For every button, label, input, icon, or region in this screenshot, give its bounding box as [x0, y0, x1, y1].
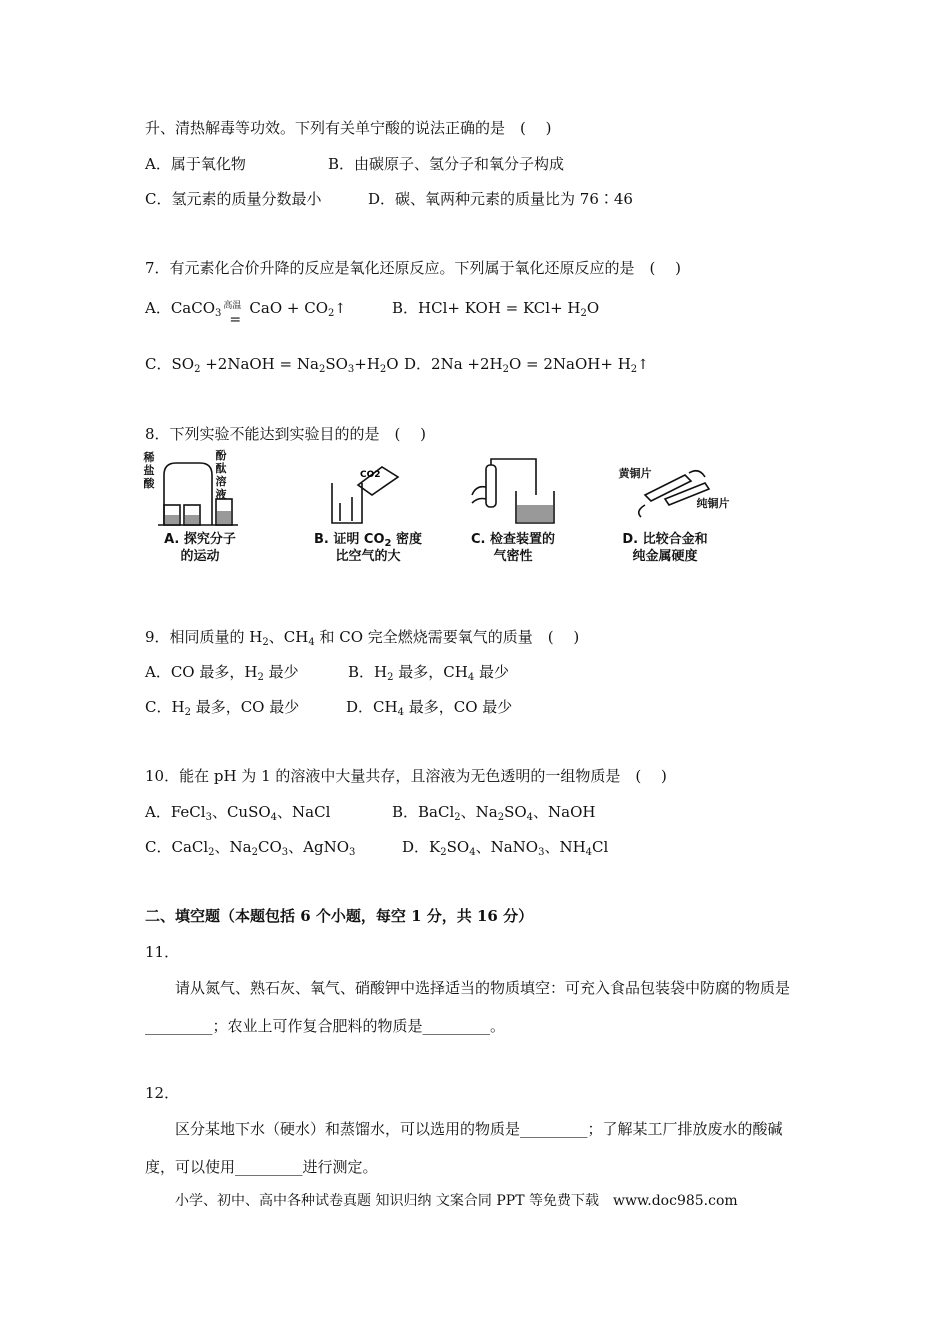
q10-option-c: C．CaCl$_2$、$Na_2CO_3$、AgNO$_3$ [145, 838, 356, 858]
q7-b-tail: O [586, 299, 600, 317]
fig-b-co2-text: CO2 [360, 470, 381, 480]
figure-b [308, 455, 428, 564]
q10-b3: 、NaOH [533, 803, 596, 821]
q10-a0: A．FeCl [145, 803, 206, 821]
figure-a [140, 449, 250, 564]
q7-option-c: C．$SO_2$ +2NaOH = $Na_2SO_3+H_2O$ [145, 355, 399, 375]
q7-a-rest: CaO + CO [249, 299, 329, 317]
q8-figures [140, 449, 740, 570]
q10-b1: 、Na [460, 803, 498, 821]
fig-d-label-brass: 黄铜片 [618, 467, 652, 480]
q10-b2: SO [504, 803, 527, 821]
q10-d0: D．K [402, 838, 441, 856]
q8-stem: 8．下列实验不能达到实验目的的是 ( ) [145, 425, 427, 443]
q9-b3: 最少 [474, 663, 509, 681]
q10-c0: C．CaCl [145, 838, 209, 856]
q7-c-text: C．SO [145, 355, 195, 373]
fig-b-caption-2: 比空气的大 [335, 549, 401, 564]
fig-b-cap1a: B. 证明 CO [314, 532, 385, 547]
q10-d3: 、NH [544, 838, 586, 856]
q9-stem-a: 9．相同质量的 H [145, 628, 263, 646]
q9-option-d: D．$CH_4$ 最多，CO 最少 [346, 698, 513, 718]
q9-a1: A．CO 最多，H [145, 663, 258, 681]
fig-a-label-acid: 稀盐酸 [143, 451, 155, 490]
co2-beaker-icon [308, 455, 428, 527]
q9-b1: B．H [348, 663, 388, 681]
q10-a1: 、CuSO [211, 803, 271, 821]
q9-b2: 最多，CH [393, 663, 468, 681]
q6-stem-cont: 升、清热解毒等功效。下列有关单宁酸的说法正确的是 ( ) [145, 119, 552, 137]
q9-option-c: C．$H_2$ 最多，CO 最少 [145, 698, 300, 718]
q9-c1: C．H [145, 698, 185, 716]
q10-d4: Cl [592, 838, 609, 856]
q6-option-d: D．碳、氧两种元素的质量比为 76∶46 [368, 190, 633, 208]
fig-a-caption-2: 的运动 [180, 549, 220, 564]
q7-stem: 7．有元素化合价升降的反应是氧化还原反应。下列属于氧化还原反应的是 ( ) [145, 259, 682, 277]
q7-d-text: D．2Na +2H [404, 355, 503, 373]
q11-text: 请从氮气、熟石灰、氧气、硝酸钾中选择适当的物质填空：可充入食品包装袋中防腐的物质是_________；农业上可作复合肥料的物质是_________。 [145, 979, 791, 1035]
q9-stem: 9．相同质量的 $H_2$、$CH_4$ 和 CO 完全燃烧需要氧气的质量 ( ) [145, 628, 580, 648]
q7-c-mid3: +H [354, 355, 380, 373]
q9-a2: 最少 [263, 663, 299, 681]
q7-c-tail: O [386, 355, 399, 373]
fig-a-label-phenol: 酚酞溶液 [215, 449, 227, 501]
figure-c [458, 455, 568, 564]
q10-option-d: D．$K_2SO_4$、NaNO$_3$、$NH_4Cl$ [402, 838, 609, 858]
fig-c-caption-2: 气密性 [493, 549, 533, 564]
q9-d2: 最多，CO 最少 [403, 698, 513, 716]
q9-d1: D．CH [346, 698, 398, 716]
q10-option-b: B．BaCl$_2$、$Na_2SO_4$、NaOH [392, 803, 596, 823]
q7-c-mid2: SO [325, 355, 348, 373]
q9-c2: 最多，CO 最少 [190, 698, 300, 716]
q10-d2: 、NaNO [475, 838, 539, 856]
figure-d [605, 455, 735, 564]
q12-text: 区分某地下水（硬水）和蒸馏水，可以选用的物质是_________；了解某工厂排放废水的酸碱度，可以使用_________进行测定。 [145, 1120, 783, 1176]
q11-number: 11． [145, 943, 180, 961]
q10-b0: B．BaCl [392, 803, 455, 821]
q7-a-cond-text: 高温 [223, 301, 242, 311]
fig-b-caption-1: B. 证明 $CO_2$ 密度 [314, 532, 422, 549]
airtight-test-icon [458, 455, 568, 527]
q7-a-prefix: A．CaCO [145, 299, 216, 317]
q7-option-a: A．CaCO$_3$ 高温 = CaO + $CO_2↑$ [145, 298, 346, 319]
page-footer: 小学、初中、高中各种试卷真题 知识归纳 文案合同 PPT 等免费下载 www.doc985.com [175, 1193, 738, 1209]
q7-option-d: D．$2Na +2H_2O$ = 2NaOH+ $H_2↑$ [404, 355, 649, 375]
q7-a-condition: 高温 = [221, 298, 249, 318]
up-arrow-icon: ↑ [334, 301, 347, 317]
q10-c3: 、AgNO [288, 838, 350, 856]
fig-d-label-copper: 纯铜片 [696, 497, 730, 510]
q7-b-text: B．HCl+ KOH = KCl+ H [392, 299, 581, 317]
q6-option-a: A．属于氧化物 [145, 155, 246, 173]
q9-option-b: B．$H_2$ 最多，$CH_4$ 最少 [348, 663, 509, 683]
fig-b-cap1b: 密度 [391, 532, 422, 547]
fig-d-caption-1: D. 比较合金和 [622, 532, 708, 547]
q10-c1: 、Na [214, 838, 252, 856]
q7-c-mid1: +2NaOH = Na [200, 355, 319, 373]
q10-d1: SO [446, 838, 470, 856]
q9-stem-c: 和 CO 完全燃烧需要氧气的质量 ( ) [314, 628, 580, 646]
fig-d-caption-2: 纯金属硬度 [632, 549, 698, 564]
section-2-title: 二、填空题（本题包括 6 个小题，每空 1 分，共 16 分） [145, 907, 534, 925]
fig-a-caption-1: A. 探究分子 [164, 532, 236, 547]
fig-c-caption-1: C. 检查装置的 [470, 532, 555, 547]
q9-stem-b: 、CH [268, 628, 309, 646]
q9-option-a: A．CO 最多，$H_2$ 最少 [145, 663, 299, 683]
q7-d-mid: O = 2NaOH+ H [508, 355, 631, 373]
q6-option-c: C．氢元素的质量分数最小 [145, 190, 322, 208]
q6-option-b: B．由碳原子、氢分子和氧分子构成 [328, 155, 565, 173]
q7-option-b: B．HCl+ KOH = $KCl+ H_2O$ [392, 299, 600, 319]
up-arrow-icon: ↑ [637, 357, 649, 373]
q10-a2: 、NaCl [277, 803, 331, 821]
q10-option-a: A．FeCl$_3$、CuSO$_4$、NaCl [145, 803, 331, 823]
q10-c2: CO [258, 838, 282, 856]
q12-number: 12． [145, 1084, 180, 1102]
q10-stem: 10．能在 pH 为 1 的溶液中大量共存，且溶液为无色透明的一组物质是 ( ) [145, 767, 667, 785]
